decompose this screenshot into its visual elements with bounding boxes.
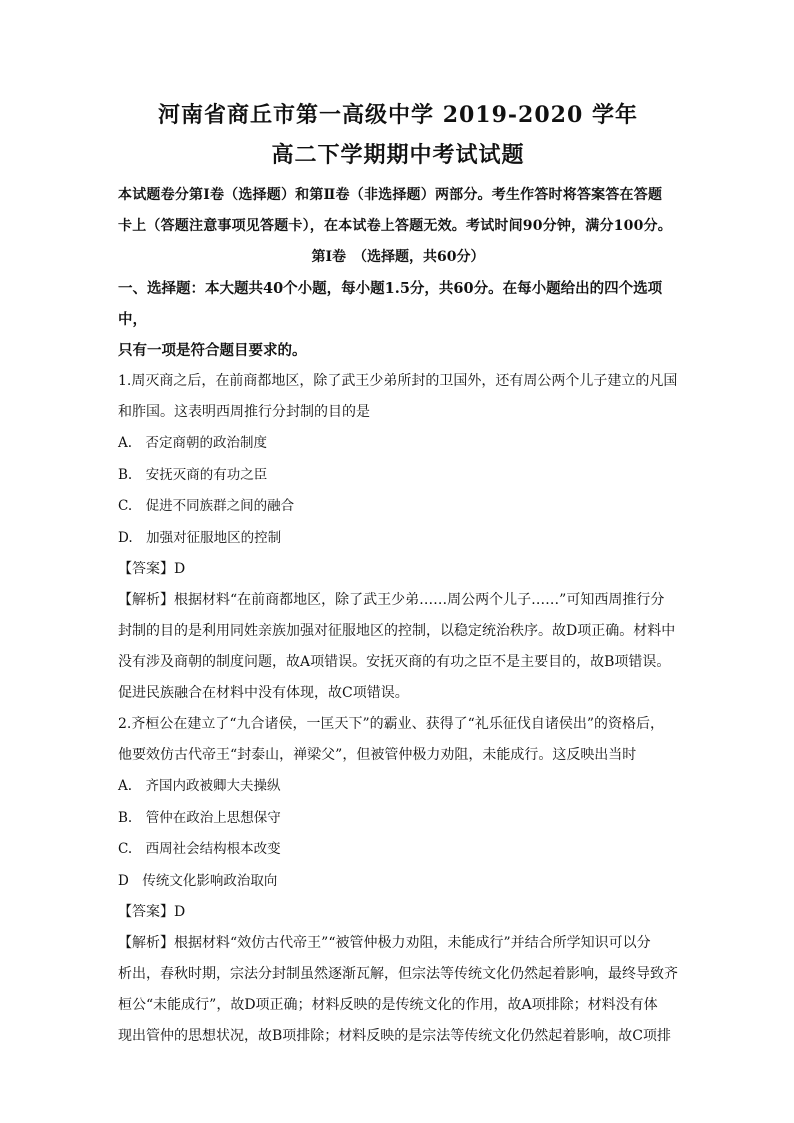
answer-value: D (174, 904, 186, 920)
analysis-text: 根据材料“效仿古代帝王”“被管仲极力劝阻，未能成行”并结合所学知识可以分 (174, 935, 651, 951)
option-a: A. 齐国内政被卿大夫操纵 (118, 778, 281, 794)
option-c: C. 促进不同族群之间的融合 (118, 498, 295, 514)
option-c: C. 西周社会结构根本改变 (118, 841, 281, 857)
question-stem: 2.齐桓公在建立了“九合诸侯，一匡天下”的霸业、获得了“礼乐征伐自诸侯出”的资格后， (118, 716, 664, 732)
question-1 (118, 366, 678, 709)
answer-line (118, 554, 678, 585)
analysis-text: 根据材料“在前商都地区，除了武王少弟……周公两个儿子……”可知西周推行分 (174, 592, 665, 608)
analysis-text: 桓公“未能成行”，故D项正确；材料反映的是传统文化的作用，故A项排除；材料没有体 (118, 997, 658, 1013)
section-heading: 第Ⅰ卷 （选择题，共60分） (311, 249, 485, 265)
intro-line: 本试题卷分第Ⅰ卷（选择题）和第Ⅱ卷（非选择题）两部分。考生作答时将答案答在答题 (118, 187, 663, 203)
section-instruction (118, 273, 678, 366)
option-b: B. 安抚灭商的有功之臣 (118, 466, 268, 483)
option-a: A. 否定商朝的政治制度 (118, 435, 268, 451)
option-d: D 传统文化影响政治取向 (118, 872, 278, 889)
analysis-text: 析出，春秋时期，宗法分封制虽然逐渐瓦解，但宗法等传统文化仍然起着影响，最终导致齐 (118, 966, 678, 982)
analysis-text: 没有涉及商朝的制度问题，故A项错误。安抚灭商的有功之臣不是主要目的，故B项错误。 (118, 654, 671, 670)
instruction-line: 一、选择题：本大题共40个小题，每小题1.5分，共60分。在每小题给出的四个选项中， (118, 280, 663, 328)
answer-label: 【答案】 (118, 904, 174, 920)
option-b: B. 管仲在政治上思想保守 (118, 809, 281, 826)
answer-value: D (174, 561, 186, 577)
answer-line (118, 897, 678, 928)
question-stem: 他要效仿古代帝王“封泰山，禅梁父”，但被管仲极力劝阻，未能成行。这反映出当时 (118, 747, 637, 763)
question-2 (118, 709, 678, 1052)
option-d: D. 加强对征服地区的控制 (118, 529, 282, 546)
analysis-text: 封制的目的是利用同姓亲族加强对征服地区的控制，以稳定统治秩序。故D项正确。材料中 (118, 623, 676, 639)
answer-label: 【答案】 (118, 561, 174, 577)
intro-line: 卡上（答题注意事项见答题卡），在本试卷上答题无效。考试时间90分钟，满分100分。 (118, 218, 672, 234)
analysis-line (118, 928, 678, 959)
exam-page (118, 100, 678, 1052)
exam-title: 河南省商丘市第一高级中学 2019-2020 学年 (158, 102, 638, 128)
analysis-label: 【解析】 (118, 935, 174, 951)
question-stem: 和胙国。这表明西周推行分封制的目的是 (118, 404, 370, 420)
instruction-line: 只有一项是符合题目要求的。 (118, 342, 307, 359)
analysis-line (118, 585, 678, 616)
question-stem: 1.周灭商之后，在前商都地区，除了武王少弟所封的卫国外，还有周公两个儿子建立的凡国 (118, 373, 678, 389)
analysis-text: 促进民族融合在材料中没有体现，故C项错误。 (118, 685, 409, 701)
analysis-label: 【解析】 (118, 592, 174, 608)
exam-intro (118, 180, 678, 242)
exam-subtitle: 高二下学期期中考试试题 (271, 142, 525, 168)
analysis-text: 现出管仲的思想状况，故B项排除；材料反映的是宗法等传统文化仍然起着影响，故C项排 (118, 1028, 671, 1044)
